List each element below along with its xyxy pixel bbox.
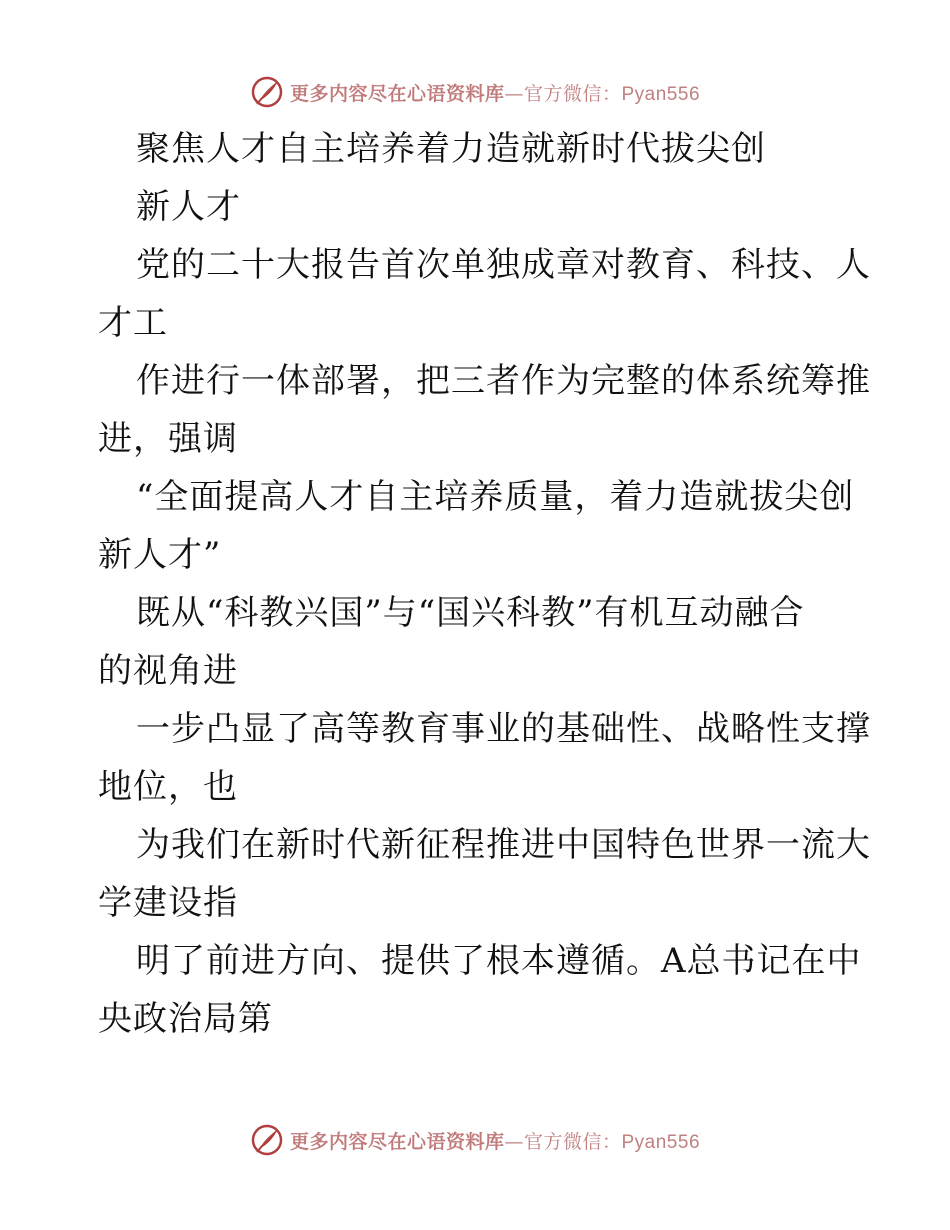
document-body <box>98 120 871 1048</box>
text-line: 既从“科教兴国”与“国兴科教”有机互动融合 <box>136 593 805 633</box>
text-line: 央政治局第 <box>98 999 273 1039</box>
footer-watermark <box>0 1120 950 1160</box>
text-line: 明了前进方向、提供了根本遵循。A总书记在中 <box>136 941 862 981</box>
header-watermark <box>0 72 950 112</box>
text-line: 聚焦人才自主培养着力造就新时代拔尖创 <box>136 129 766 169</box>
feather-pen-circle-icon <box>250 75 284 109</box>
text-line: 为我们在新时代新征程推进中国特色世界一流大 <box>136 825 871 865</box>
text-line: 新人才 <box>136 187 241 227</box>
watermark-text: 更多内容尽在心语资料库—官方微信：Pyan556 <box>289 1130 701 1153</box>
text-line: 作进行一体部署，把三者作为完整的体系统筹推 <box>136 361 871 401</box>
text-line: “全面提高人才自主培养质量，着力造就拔尖创 <box>136 477 855 517</box>
text-line: 的视角进 <box>98 651 238 691</box>
text-line: 才工 <box>98 303 168 343</box>
watermark-text: 更多内容尽在心语资料库—官方微信：Pyan556 <box>289 82 701 105</box>
text-line: 新人才” <box>98 535 222 575</box>
text-line: 进，强调 <box>98 419 238 459</box>
text-line: 一步凸显了高等教育事业的基础性、战略性支撑 <box>136 709 871 749</box>
text-line: 党的二十大报告首次单独成章对教育、科技、人 <box>136 245 871 285</box>
text-line: 地位，也 <box>98 767 238 807</box>
feather-pen-circle-icon <box>250 1123 284 1157</box>
text-line: 学建设指 <box>98 883 238 923</box>
